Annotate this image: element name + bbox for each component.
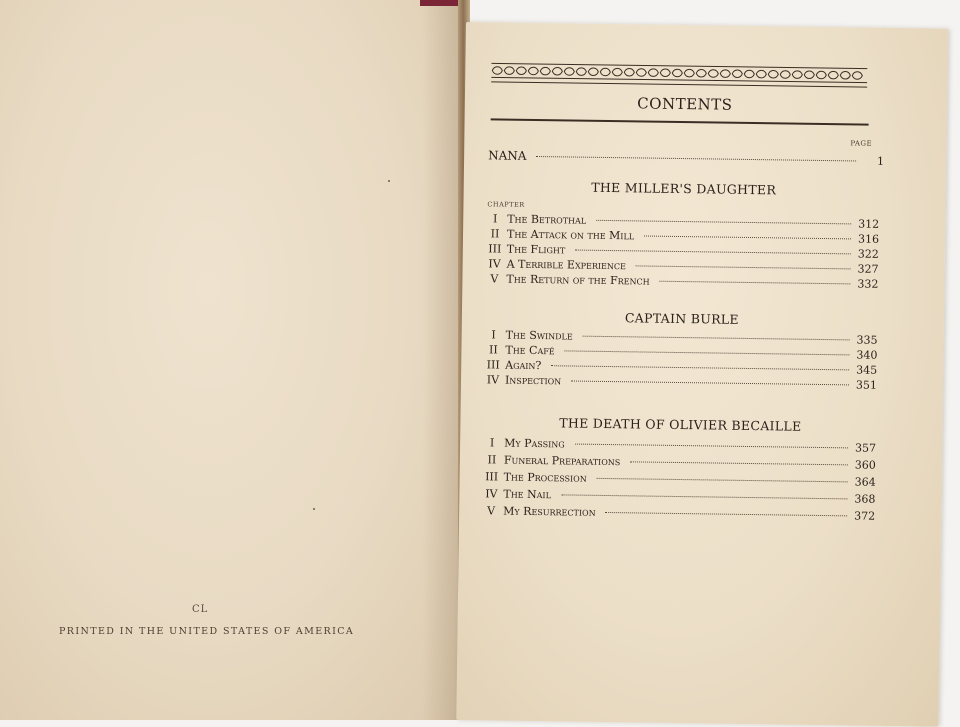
ornament-scroll [768, 70, 778, 78]
toc-entry-page: 327 [857, 262, 879, 276]
toc-entry-title: Funeral Preparations [503, 453, 621, 469]
chapter-number: IV [485, 487, 498, 501]
toc-entry-title: The Procession [503, 470, 587, 485]
toc-entry-page: 345 [856, 363, 878, 377]
toc-entry-page: 312 [858, 217, 880, 231]
ornament-scroll [612, 68, 622, 76]
contents-page [456, 22, 948, 727]
toc-entry-title: Again? [505, 358, 542, 373]
dot-leader [660, 281, 851, 285]
chapter-number: I [492, 212, 498, 226]
toc-entry-page: 316 [857, 232, 880, 246]
printed-notice: PRINTED IN THE UNITED STATES OF AMERICA [59, 626, 355, 637]
contents-heading: CONTENTS [637, 94, 733, 114]
ornament-scroll [684, 69, 694, 77]
toc-entry-page: 372 [854, 509, 876, 523]
toc-entry-title: My Passing [504, 436, 565, 451]
ornament-scroll [852, 72, 862, 80]
toc-entry-title: The Flight [506, 242, 566, 257]
ornament-scroll [816, 71, 826, 79]
ornament-scroll [720, 70, 730, 78]
chapter-number: II [487, 453, 497, 467]
paper-speck [388, 180, 390, 182]
chapter-number: V [490, 272, 499, 286]
toc-entry-page: 1 [877, 154, 885, 168]
toc-entry-nana [488, 148, 884, 170]
ornament-scroll [840, 71, 850, 79]
dot-leader [571, 381, 849, 386]
chapter-number: III [486, 358, 500, 372]
ornament-scroll [492, 67, 502, 75]
dot-leader [565, 350, 850, 355]
toc-entry-page: 368 [854, 492, 876, 506]
chapter-number: V [487, 504, 496, 518]
ornament-scroll [576, 68, 586, 76]
ornament-scroll [624, 68, 634, 76]
ornament-scroll [516, 67, 526, 75]
toc-entry-page: 360 [854, 458, 876, 472]
chapter-number: IV [488, 257, 501, 271]
ornament-scroll [828, 71, 838, 79]
section-heading: THE MILLER'S DAUGHTER [591, 179, 777, 198]
toc-entry-page: 357 [854, 441, 877, 455]
dot-leader [583, 336, 850, 341]
toc-entry-page: 335 [856, 333, 878, 347]
paper-speck [313, 508, 315, 510]
book-cover-edge [420, 0, 458, 6]
toc-entry-page: 322 [857, 247, 879, 261]
ornament-scroll [732, 70, 742, 78]
ornament-scroll [564, 68, 574, 76]
ornament-scroll [648, 69, 658, 77]
page-column-label: PAGE [850, 139, 873, 148]
ornament-scroll [696, 69, 706, 77]
toc-entry-title: The Betrothal [507, 212, 587, 227]
dot-leader [575, 444, 848, 449]
dot-leader [644, 236, 851, 240]
section-heading: CAPTAIN BURLE [624, 310, 739, 327]
chapter-number: II [488, 343, 498, 357]
ornament-scroll [660, 69, 670, 77]
ornament-scroll [792, 71, 802, 79]
dot-leader [597, 478, 848, 483]
section-heading: THE DEATH OF OLIVIER BECAILLE [559, 415, 802, 434]
chapter-number: IV [486, 373, 500, 387]
rule-line [491, 118, 869, 125]
ornament-scroll [756, 70, 766, 78]
dot-leader [536, 156, 856, 161]
toc-entry-title: My Resurrection [503, 504, 596, 519]
ornamental-border [491, 62, 867, 83]
dot-leader [606, 512, 848, 516]
ornament-scroll [552, 67, 562, 75]
toc-entry-page: 351 [855, 378, 878, 392]
toc-entry-page: 340 [856, 348, 878, 362]
ornament-scroll [504, 67, 514, 75]
toc-entry-title: The Café [505, 343, 555, 358]
toc-entry-title: The Nail [503, 487, 552, 502]
chapter-number: III [488, 242, 502, 256]
chapter-number: III [485, 470, 499, 484]
toc-entry-title: The Swindle [505, 328, 573, 343]
ornament-scroll [780, 71, 790, 79]
toc-entry-page: 332 [857, 277, 879, 291]
ornament-scroll [588, 68, 598, 76]
ornament-scroll [528, 67, 538, 75]
ornament-scroll [804, 71, 814, 79]
ornament-scroll [636, 69, 646, 77]
toc-entry-title: Inspection [504, 373, 562, 388]
dot-leader [575, 250, 851, 255]
dot-leader [561, 494, 847, 499]
toc-entry-title: The Return of the French [506, 272, 650, 288]
dot-leader [636, 265, 851, 269]
ornament-scroll [744, 70, 754, 78]
chapter-column-label: CHAPTER [487, 200, 525, 209]
chapter-number: I [491, 328, 496, 342]
dot-leader [551, 365, 849, 370]
toc-entry-title: The Attack on the Mill [506, 227, 635, 243]
toc-entry-page: 364 [854, 475, 876, 489]
dot-leader [630, 461, 848, 465]
ornament-scroll [600, 68, 610, 76]
chapter-number: I [489, 436, 495, 450]
chapter-number: II [490, 227, 500, 241]
imprint-code: CL [192, 604, 209, 615]
dot-leader [596, 220, 851, 225]
left-page [0, 0, 462, 720]
ornament-scroll [708, 70, 718, 78]
toc-entry-title: NANA [488, 148, 527, 163]
ornament-scroll [672, 69, 682, 77]
ornament-scroll [540, 67, 550, 75]
toc-entry-title: A Terrible Experience [506, 257, 626, 273]
